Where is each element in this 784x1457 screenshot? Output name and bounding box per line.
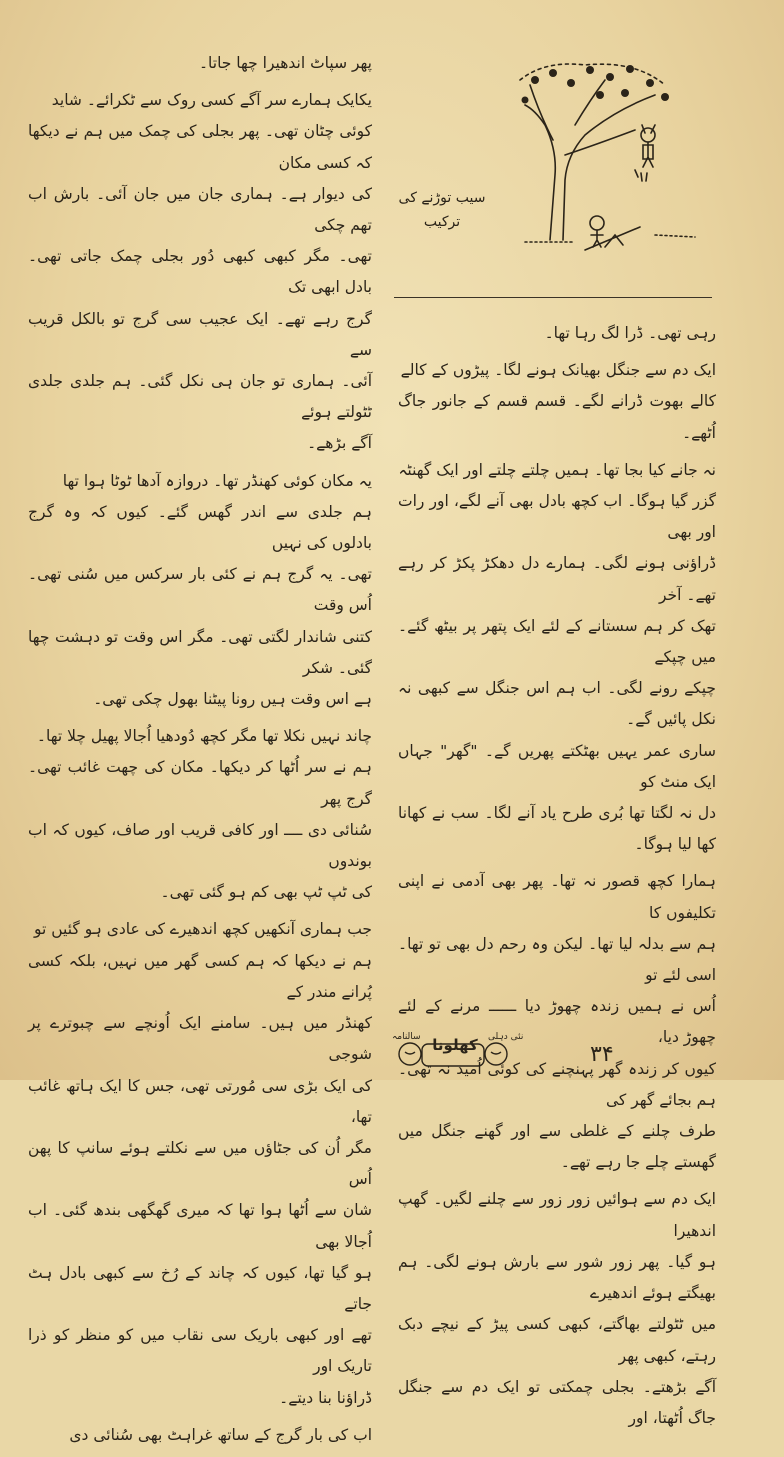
text-line: آگے بڑھتے۔ بجلی چمکتی تو ایک دم سے جنگل جاگ اُٹھتا، اور	[398, 1377, 716, 1427]
text-line: شان سے اُٹھا ہوا تھا کہ میری گھگھی بندھ گئی۔ اب اُجالا بھی	[28, 1201, 372, 1251]
illustration-caption	[392, 186, 492, 234]
text-line: ساری عمر یہیں بھٹکتے پھریں گے۔ "گھر" جہاں ایک منٹ کو	[398, 741, 716, 791]
column-divider	[394, 297, 712, 298]
paragraph	[28, 85, 372, 459]
text-line: ڈراؤنا بنا دیتے۔	[279, 1388, 372, 1407]
magazine-name: کھلونا	[432, 1036, 478, 1054]
text-line: کتنی شاندار لگتی تھی۔ مگر اس وقت تو دہشت چھا گئی۔ شکر	[28, 627, 372, 677]
paragraph	[28, 1420, 372, 1451]
paragraph	[28, 914, 372, 1413]
text-line: طرف چلنے کے غلطی سے اور گھنے جنگل میں گھستے چلے جا رہے تھے۔	[398, 1122, 716, 1172]
text-line: اب کی بار گرج کے ساتھ غراہٹ بھی سُنائی دی	[69, 1425, 372, 1444]
article-column-left	[398, 318, 716, 1440]
page-number: ۳۴	[590, 1042, 614, 1067]
text-line: آگے بڑھے۔	[307, 434, 372, 453]
text-line: کی دیوار ہے۔ ہماری جان میں جان آئی۔ بارش اب تھم چکی	[28, 184, 372, 235]
text-line: ہو گیا۔ پھر زور شور سے بارش ہونے لگی۔ ہم بھیگتے ہوئے اندھیرے	[398, 1252, 716, 1303]
text-line: یہ مکان کوئی کھنڈر تھا۔ دروازہ آدھا ٹوٹا ہوا تھا	[62, 471, 372, 490]
text-line: نہ جانے کیا بجا تھا۔ ہمیں چلتے چلتے اور ایک گھنٹہ	[398, 460, 716, 479]
text-line: چپکے رونے لگی۔ اب ہم اس جنگل سے کبھی نہ نکل پائیں گے۔	[398, 679, 716, 729]
text-line: چاند نہیں نکلا تھا مگر کچھ دُودھیا اُجالا پھیل چلا تھا۔	[36, 727, 372, 746]
text-line: پھر سپاٹ اندھیرا چھا جاتا۔	[198, 54, 372, 72]
text-line: جب ہماری آنکھیں کچھ اندھیرے کی عادی ہو گئیں تو	[34, 920, 372, 939]
paragraph	[398, 455, 716, 861]
city-label: نئی دہلی	[488, 1032, 524, 1042]
text-line: گزر گیا ہوگا۔ اب کچھ بادل بھی آنے لگے، اور رات اور بھی	[398, 492, 716, 542]
text-line: ہمارا کچھ قصور نہ تھا۔ پھر بھی آدمی نے اپنی تکلیفوں کا	[398, 872, 716, 922]
text-line: ہو گیا تھا، کیوں کہ چاند کے رُخ سے کبھی بادل ہٹ جاتے	[28, 1263, 372, 1313]
text-line: دل نہ لگتا تھا بُری طرح یاد آنے لگا۔ سب نے کھانا کھا لیا ہوگا۔	[398, 804, 716, 854]
text-line: آئی۔ ہماری تو جان ہی نکل گئی۔ ہم جلدی جلدی ٹٹولتے ہوئے	[28, 372, 372, 422]
paragraph	[28, 48, 372, 79]
caption-line: سیب توڑنے کی	[398, 190, 486, 206]
text-line: یکایک ہمارے سر آگے کسی روک سے ٹکرائے۔ شاید	[51, 91, 372, 110]
paragraph	[398, 866, 716, 1178]
paragraph	[28, 466, 372, 716]
text-line: ہم نے دیکھا کہ ہم کسی گھر میں نہیں، بلکہ کسی پُرانے مندر کے	[28, 951, 372, 1001]
text-line: گرج رہے تھے۔ ایک عجیب سی گرج تو بالکل قریب سے	[28, 309, 372, 359]
text-line: میں ٹٹولتے بھاگتے، کبھی کسی پیڑ کے نیچے دبک رہتے، کبھی پھر	[398, 1315, 716, 1365]
text-line: ہے اس وقت ہیں رونا پیٹنا بھول چکی تھی۔	[93, 690, 372, 709]
text-line: رہی تھی۔ ڈرا لگ رہا تھا۔	[544, 324, 716, 342]
annual-issue-label: سالنامہ	[392, 1032, 421, 1042]
text-line: کھنڈر میں ہیں۔ سامنے ایک اُونچے سے چبوترے پر شوجی	[28, 1014, 372, 1064]
text-line: کی ایک بڑی سی مُورتی تھی، جس کا ایک ہاتھ غائب تھا،	[28, 1076, 372, 1126]
text-line: اُس نے ہمیں زندہ چھوڑ دیا ــــــ مرنے کے لئے چھوڑ دیا،	[398, 997, 716, 1047]
paragraph	[398, 1184, 716, 1434]
text-line: ہم سے بدلہ لیا تھا۔ لیکن وہ رحم دل بھی تو تھا۔ اسی لئے تو	[398, 934, 716, 985]
text-line: تھک کر ہم سستانے کے لئے ایک پتھر پر بیٹھ گئے۔ میں چپکے	[398, 616, 716, 667]
paragraph	[398, 355, 716, 449]
text-line: کیوں کر زندہ گھر پہنچنے کی کوئی اُمید نہ تھی۔ ہم بجائے گھر کی	[398, 1059, 716, 1109]
text-line: ایک دم سے ہوائیں زور زور سے چلنے لگیں۔ گھپ اندھیرا	[398, 1190, 716, 1240]
text-line: تھی۔ مگر کبھی کبھی دُور بجلی چمک جاتی تھی۔ بادل ابھی تک	[28, 247, 372, 297]
text-line: مگر اُن کی جٹاؤں میں سے نکلتے ہوئے سانپ کا پھن اُس	[28, 1138, 372, 1189]
article-column-right	[28, 48, 372, 1457]
text-line: کوئی چٹان تھی۔ پھر بجلی کی چمک میں ہم نے دیکھا کہ کسی مکان	[28, 122, 372, 172]
paragraph	[28, 721, 372, 908]
text-line: ہم جلدی سے اندر گھس گئے۔ کیوں کہ وہ گرج بادلوں کی نہیں	[28, 502, 372, 553]
text-line: کی ٹپ ٹپ بھی کم ہو گئی تھی۔	[160, 883, 372, 902]
text-line: کالے بھوت ڈرانے لگے۔ قسم قسم کے جانور جاگ اُٹھے۔	[398, 392, 716, 442]
text-line: ایک دم سے جنگل بھیانک ہونے لگا۔ پیڑوں کے کالے	[400, 361, 716, 380]
text-line: تھے اور کبھی باریک سی نقاب میں کو منظر کو ذرا تاریک اور	[28, 1326, 372, 1376]
text-line: سُنائی دی ــــ اور کافی قریب اور صاف، کیوں کہ اب بوندوں	[28, 820, 372, 871]
text-line: تھی۔ یہ گرج ہم نے کئی بار سرکس میں سُنی تھی۔ اُس وقت	[28, 565, 372, 615]
text-line: ہم نے سر اُٹھا کر دیکھا۔ مکان کی چھت غائب تھی۔ گرج پھر	[28, 758, 372, 808]
paragraph	[398, 318, 716, 349]
text-line: ڈراؤنی ہونے لگی۔ ہمارے دل دھکڑ پکڑ کر رہے تھے۔ آخر	[398, 554, 716, 604]
apple-tree-illustration	[505, 55, 705, 260]
caption-line: ترکیب	[423, 214, 461, 230]
